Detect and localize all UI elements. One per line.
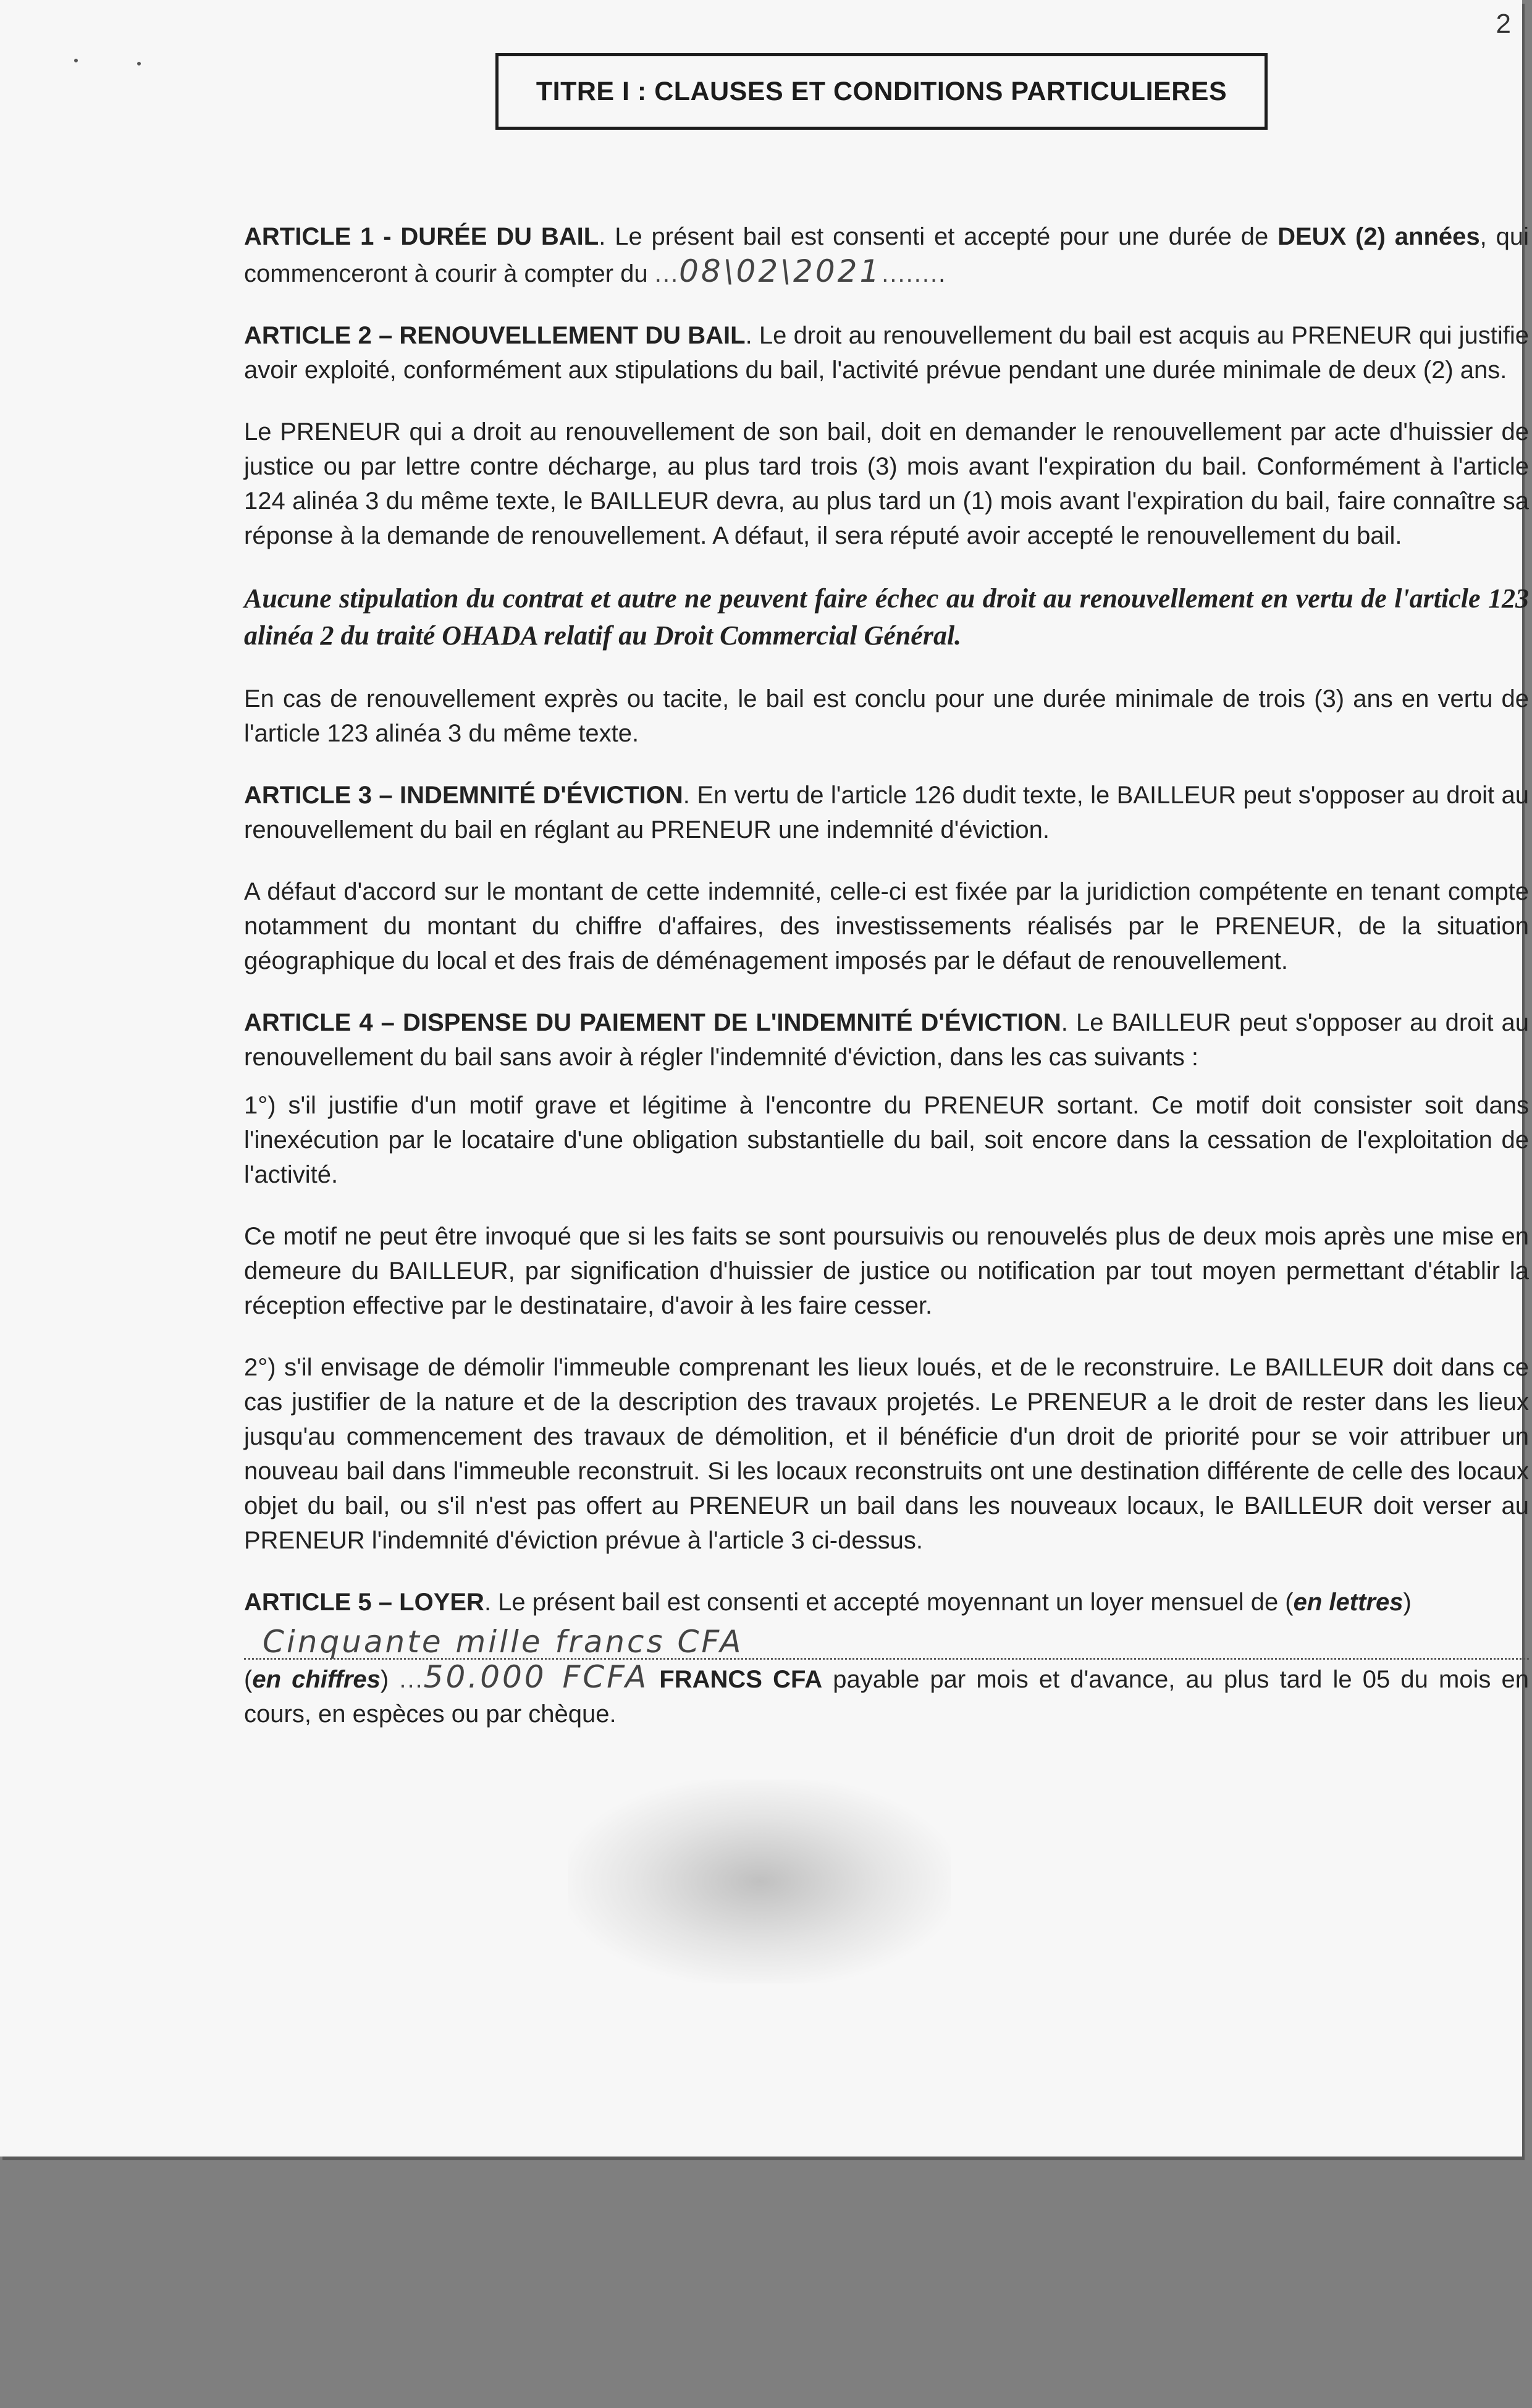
scan-smudge	[568, 1780, 951, 1983]
article-3-text: . En vertu de l'article 126 dudit texte, le BAILLEUR peut s'opposer au droit au renouvellement du bail en réglant au PRENEUR une indemnité d'éviction.	[244, 782, 1529, 843]
article-4-item-1b: Ce motif ne peut être invoqué que si les faits se sont poursuivis ou renouvelés plus de deux mois après une mise en demeure du BAILLEUR, par signification d'huissier de justice ou notification par tout moyen permettant d'établir la réception effective par le destinataire, d'avoir à les faire cesser.	[244, 1223, 1529, 1319]
article-2-heading: ARTICLE 2 – RENOUVELLEMENT DU BAIL	[244, 322, 746, 349]
article-4-item-1: 1°) s'il justifie d'un motif grave et légitime à l'encontre du PRENEUR sortant. Ce motif doit consister soit dans l'inexécution par le locataire d'une obligation substantielle du bail, soit encore dans la cessation de l'exploitation de l'activité.	[244, 1092, 1529, 1188]
document-body	[244, 219, 1529, 1759]
article-5-heading: ARTICLE 5 – LOYER	[244, 1589, 484, 1616]
article-2-para-3: Aucune stipulation du contrat et autre ne peuvent faire échec au droit au renouvellement en vertu de l'article 123 alinéa 2 du traité OHADA relatif au Droit Commercial Général.	[244, 583, 1529, 651]
article-2-para-4: En cas de renouvellement exprès ou tacite, le bail est conclu pour une durée minimale de trois (3) ans en vertu de l'article 123 alinéa 3 du même texte.	[244, 685, 1529, 747]
article-1-text-a: . Le présent bail est consenti et accepté pour une durée de	[599, 223, 1278, 250]
article-3-heading: ARTICLE 3 – INDEMNITÉ D'ÉVICTION	[244, 782, 683, 809]
section-title: TITRE I : CLAUSES ET CONDITIONS PARTICULIERES	[495, 53, 1268, 130]
article-5-en-lettres: en lettres	[1293, 1589, 1404, 1616]
article-3	[244, 778, 1529, 847]
article-4-text: . Le BAILLEUR peut s'opposer au droit au renouvellement du bail sans avoir à régler l'indemnité d'éviction, dans les cas suivants :	[244, 1009, 1529, 1071]
scan-speck	[74, 59, 78, 62]
article-5-text: . Le présent bail est consenti et accepté moyennant un loyer mensuel de (	[484, 1589, 1294, 1616]
scan-speck	[137, 62, 141, 65]
article-3-para-2: A défaut d'accord sur le montant de cette indemnité, celle-ci est fixée par la juridiction compétente en tenant compte notamment du montant du chiffre d'affaires, des investissements réalisés par le PRENEUR, de la situation géographique du local et des frais de déménagement imposés par le défaut de renouvellement.	[244, 878, 1529, 974]
article-1-text-b: , qui commenceront à courir à compter du	[244, 223, 1529, 287]
article-4-heading: ARTICLE 4 – DISPENSE DU PAIEMENT DE L'INDEMNITÉ D'ÉVICTION	[244, 1009, 1061, 1036]
article-2-para-2: Le PRENEUR qui a droit au renouvellement de son bail, doit en demander le renouvellement par acte d'huissier de justice ou par lettre contre décharge, au plus tard trois (3) mois avant l'expiration du bail. Conformément à l'article 124 alinéa 3 du même texte, le BAILLEUR devra, au plus tard un (1) mois avant l'expiration du bail, faire connaître sa réponse à la demande de renouvellement. A défaut, il sera réputé avoir accepté le renouvellement du bail.	[244, 418, 1529, 549]
article-5: ARTICLE 5 – LOYER. Le présent bail est consenti et accepté moyennant un loyer mensuel de (en lettres) Cinquante mille francs CFA (en chiffres) ...50.000 FCFA FRANCS CFA payable par mois et d'avance, au plus tard le 05 du mois en cours, en espèces ou par chèque.	[244, 1589, 1530, 1728]
article-5-en-chiffres: en chiffres	[252, 1666, 381, 1693]
rent-amount-words-line	[244, 1620, 1529, 1660]
rent-currency: FRANCS CFA	[659, 1666, 823, 1693]
article-1-duration: DEUX (2) années	[1277, 223, 1480, 250]
article-2	[244, 318, 1529, 387]
article-1-heading: ARTICLE 1 - DURÉE DU BAIL	[244, 223, 599, 250]
article-1-start-date: 08\02\2021	[679, 253, 882, 289]
article-5-text-2: payable par mois et d'avance, au plus tard le 05 du mois en cours, en espèces ou par chèque.	[244, 1666, 1530, 1728]
article-2-text: . Le droit au renouvellement du bail est acquis au PRENEUR qui justifie avoir exploité, conformément aux stipulations du bail, l'activité prévue pendant une durée minimale de deux (2) ans.	[244, 322, 1529, 384]
article-4	[244, 1005, 1529, 1075]
page-number: 2	[1496, 9, 1511, 39]
rent-amount-figures: 50.000 FCFA	[423, 1659, 649, 1695]
article-4-item-2: 2°) s'il envisage de démolir l'immeuble comprenant les lieux loués, et de le reconstruire. Le BAILLEUR doit dans ce cas justifier de la nature et de la description des travaux projetés. Le PRENEUR a le droit de rester dans les lieux jusqu'au commencement des travaux de démolition, et il bénéficie d'un droit de priorité pour se voir attribuer un nouveau bail dans l'immeuble reconstruit. Si les locaux reconstruits ont une destination différente de celle des locaux objet du bail, ou s'il n'est pas offert au PRENEUR un bail dans les nouveaux locaux, le BAILLEUR doit verser au PRENEUR l'indemnité d'éviction prévue à l'article 3 ci-dessus.	[244, 1354, 1529, 1554]
rent-amount-words: Cinquante mille francs CFA	[263, 1624, 744, 1660]
article-1: ARTICLE 1 - DURÉE DU BAIL. Le présent bail est consenti et accepté pour une durée de DEUX (2) années, qui commenceront à courir à compter du ...08\02\2021........	[244, 223, 1529, 289]
